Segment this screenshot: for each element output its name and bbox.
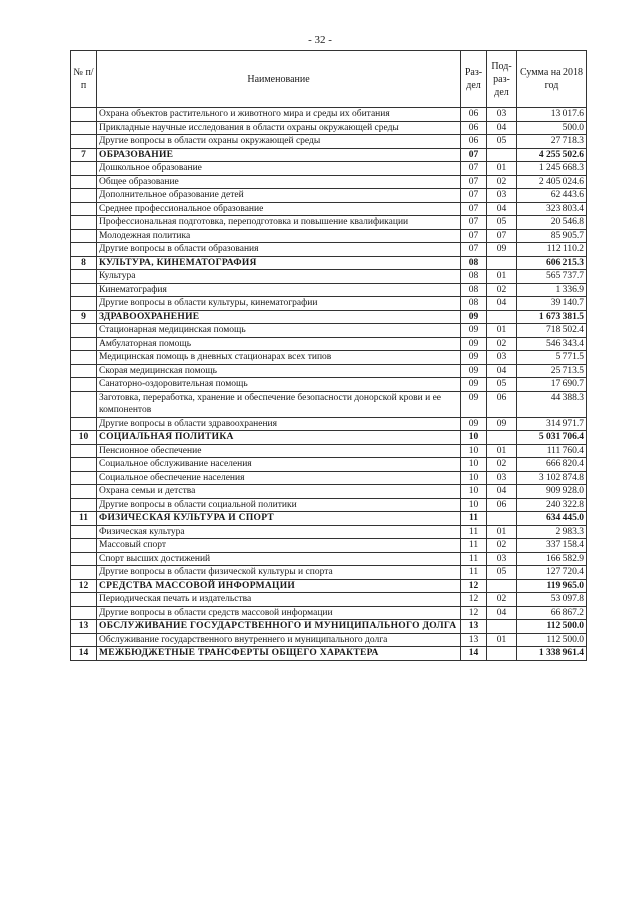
cell-num (71, 444, 97, 458)
cell-amount: 39 140.7 (517, 297, 587, 311)
cell-section: 10 (461, 471, 487, 485)
cell-section: 09 (461, 378, 487, 392)
cell-num (71, 324, 97, 338)
cell-num (71, 391, 97, 417)
cell-name: Периодическая печать и издательства (97, 593, 461, 607)
cell-amount: 546 343.4 (517, 337, 587, 351)
cell-num (71, 229, 97, 243)
cell-subsection: 02 (487, 337, 517, 351)
table-row (71, 633, 587, 647)
table-row (71, 283, 587, 297)
cell-subsection (487, 512, 517, 526)
cell-name: Другие вопросы в области культуры, кинематографии (97, 297, 461, 311)
cell-section: 09 (461, 391, 487, 417)
cell-section: 10 (461, 444, 487, 458)
cell-subsection (487, 647, 517, 661)
cell-num: 12 (71, 579, 97, 593)
cell-amount: 111 760.4 (517, 444, 587, 458)
table-row (71, 593, 587, 607)
cell-subsection: 04 (487, 606, 517, 620)
cell-amount: 112 110.2 (517, 243, 587, 257)
table-body (71, 108, 587, 661)
cell-subsection: 05 (487, 378, 517, 392)
cell-amount: 119 965.0 (517, 579, 587, 593)
cell-amount: 20 546.8 (517, 216, 587, 230)
table-header-row (71, 51, 587, 108)
table-row (71, 552, 587, 566)
cell-name: Другие вопросы в области образования (97, 243, 461, 257)
cell-subsection: 03 (487, 351, 517, 365)
cell-name: Другие вопросы в области социальной политики (97, 498, 461, 512)
cell-subsection (487, 148, 517, 162)
cell-subsection (487, 579, 517, 593)
cell-num (71, 351, 97, 365)
cell-section: 10 (461, 458, 487, 472)
cell-section: 06 (461, 135, 487, 149)
cell-name: Дошкольное образование (97, 162, 461, 176)
table-row (71, 378, 587, 392)
table-row (71, 391, 587, 417)
cell-num (71, 202, 97, 216)
cell-num: 14 (71, 647, 97, 661)
table-row (71, 566, 587, 580)
cell-section: 08 (461, 256, 487, 270)
cell-num (71, 121, 97, 135)
cell-subsection: 02 (487, 458, 517, 472)
cell-section: 11 (461, 539, 487, 553)
section-row (71, 647, 587, 661)
cell-num: 10 (71, 431, 97, 445)
table-row (71, 270, 587, 284)
cell-num (71, 485, 97, 499)
cell-amount: 127 720.4 (517, 566, 587, 580)
cell-num (71, 606, 97, 620)
cell-section: 09 (461, 324, 487, 338)
cell-subsection: 09 (487, 243, 517, 257)
cell-subsection (487, 620, 517, 634)
table-row (71, 108, 587, 122)
cell-amount: 240 322.8 (517, 498, 587, 512)
cell-subsection: 01 (487, 324, 517, 338)
table-row (71, 121, 587, 135)
cell-amount: 85 905.7 (517, 229, 587, 243)
cell-name: Массовый спорт (97, 539, 461, 553)
cell-num (71, 525, 97, 539)
cell-name: Медицинская помощь в дневных стационарах всех типов (97, 351, 461, 365)
cell-num (71, 498, 97, 512)
cell-section: 07 (461, 189, 487, 203)
cell-name: Молодежная политика (97, 229, 461, 243)
cell-num (71, 108, 97, 122)
page-number: - 32 - (308, 34, 332, 46)
header-name: Наименование (97, 51, 461, 108)
cell-subsection: 03 (487, 108, 517, 122)
cell-subsection: 05 (487, 216, 517, 230)
cell-section: 07 (461, 202, 487, 216)
cell-num: 11 (71, 512, 97, 526)
cell-name: Другие вопросы в области здравоохранения (97, 417, 461, 431)
cell-amount: 5 771.5 (517, 351, 587, 365)
cell-amount: 666 820.4 (517, 458, 587, 472)
section-row (71, 579, 587, 593)
cell-section: 08 (461, 297, 487, 311)
cell-subsection: 06 (487, 498, 517, 512)
cell-num (71, 216, 97, 230)
header-subsection: Под-раз-дел (487, 51, 517, 108)
cell-section: 07 (461, 243, 487, 257)
cell-subsection: 09 (487, 417, 517, 431)
cell-name: Охрана семьи и детства (97, 485, 461, 499)
cell-num (71, 364, 97, 378)
cell-amount: 634 445.0 (517, 512, 587, 526)
cell-section: 08 (461, 270, 487, 284)
cell-name: СРЕДСТВА МАССОВОЙ ИНФОРМАЦИИ (97, 579, 461, 593)
cell-subsection: 01 (487, 444, 517, 458)
cell-num (71, 593, 97, 607)
section-row (71, 256, 587, 270)
cell-section: 12 (461, 593, 487, 607)
cell-name: Среднее профессиональное образование (97, 202, 461, 216)
cell-section: 07 (461, 216, 487, 230)
table-row (71, 162, 587, 176)
cell-name: Прикладные научные исследования в области охраны окружающей среды (97, 121, 461, 135)
table-row (71, 189, 587, 203)
cell-subsection: 06 (487, 391, 517, 417)
cell-subsection: 03 (487, 552, 517, 566)
cell-subsection: 04 (487, 202, 517, 216)
section-row (71, 512, 587, 526)
cell-amount: 500.0 (517, 121, 587, 135)
cell-amount: 166 582.9 (517, 552, 587, 566)
cell-amount: 53 097.8 (517, 593, 587, 607)
cell-subsection: 01 (487, 270, 517, 284)
table-row (71, 297, 587, 311)
cell-section: 06 (461, 121, 487, 135)
cell-num: 8 (71, 256, 97, 270)
cell-subsection: 02 (487, 539, 517, 553)
cell-section: 12 (461, 579, 487, 593)
cell-section: 12 (461, 606, 487, 620)
cell-amount: 112 500.0 (517, 620, 587, 634)
cell-name: ЗДРАВООХРАНЕНИЕ (97, 310, 461, 324)
cell-name: Кинематография (97, 283, 461, 297)
table-row (71, 364, 587, 378)
cell-num (71, 552, 97, 566)
section-row (71, 310, 587, 324)
header-num: № п/п (71, 51, 97, 108)
cell-amount: 66 867.2 (517, 606, 587, 620)
cell-section: 13 (461, 633, 487, 647)
table-row (71, 417, 587, 431)
cell-num (71, 135, 97, 149)
cell-amount: 1 245 668.3 (517, 162, 587, 176)
cell-num: 9 (71, 310, 97, 324)
cell-name: Скорая медицинская помощь (97, 364, 461, 378)
cell-name: МЕЖБЮДЖЕТНЫЕ ТРАНСФЕРТЫ ОБЩЕГО ХАРАКТЕРА (97, 647, 461, 661)
cell-name: Общее образование (97, 175, 461, 189)
cell-num (71, 471, 97, 485)
cell-section: 11 (461, 512, 487, 526)
cell-section: 09 (461, 310, 487, 324)
cell-name: Социальное обслуживание населения (97, 458, 461, 472)
cell-name: Амбулаторная помощь (97, 337, 461, 351)
cell-amount: 314 971.7 (517, 417, 587, 431)
cell-amount: 3 102 874.8 (517, 471, 587, 485)
cell-section: 07 (461, 229, 487, 243)
cell-amount: 718 502.4 (517, 324, 587, 338)
cell-section: 07 (461, 175, 487, 189)
cell-name: Стационарная медицинская помощь (97, 324, 461, 338)
cell-num (71, 189, 97, 203)
cell-section: 09 (461, 364, 487, 378)
cell-amount: 44 388.3 (517, 391, 587, 417)
table-row (71, 229, 587, 243)
cell-subsection: 05 (487, 566, 517, 580)
table-row (71, 216, 587, 230)
cell-subsection (487, 310, 517, 324)
cell-amount: 62 443.6 (517, 189, 587, 203)
cell-name: Санаторно-оздоровительная помощь (97, 378, 461, 392)
table-row (71, 539, 587, 553)
cell-subsection (487, 431, 517, 445)
cell-section: 11 (461, 552, 487, 566)
cell-name: Культура (97, 270, 461, 284)
header-section: Раз-дел (461, 51, 487, 108)
cell-num (71, 283, 97, 297)
cell-amount: 1 336.9 (517, 283, 587, 297)
table-row (71, 458, 587, 472)
cell-section: 09 (461, 417, 487, 431)
cell-name: Физическая культура (97, 525, 461, 539)
cell-amount: 112 500.0 (517, 633, 587, 647)
cell-amount: 1 338 961.4 (517, 647, 587, 661)
cell-subsection: 02 (487, 283, 517, 297)
table-row (71, 485, 587, 499)
cell-subsection: 01 (487, 525, 517, 539)
cell-name: ОБСЛУЖИВАНИЕ ГОСУДАРСТВЕННОГО И МУНИЦИПАЛЬНОГО ДОЛГА (97, 620, 461, 634)
cell-section: 13 (461, 620, 487, 634)
table-row (71, 471, 587, 485)
cell-subsection: 01 (487, 633, 517, 647)
cell-amount: 909 928.0 (517, 485, 587, 499)
cell-amount: 4 255 502.6 (517, 148, 587, 162)
cell-section: 07 (461, 162, 487, 176)
header-amount: Сумма на 2018 год (517, 51, 587, 108)
cell-amount: 565 737.7 (517, 270, 587, 284)
cell-section: 10 (461, 498, 487, 512)
cell-subsection: 04 (487, 485, 517, 499)
cell-num (71, 297, 97, 311)
cell-amount: 1 673 381.5 (517, 310, 587, 324)
table-row (71, 444, 587, 458)
table-row (71, 498, 587, 512)
cell-section: 14 (461, 647, 487, 661)
cell-subsection: 02 (487, 593, 517, 607)
cell-name: Другие вопросы в области охраны окружающей среды (97, 135, 461, 149)
cell-name: СОЦИАЛЬНАЯ ПОЛИТИКА (97, 431, 461, 445)
cell-name: Дополнительное образование детей (97, 189, 461, 203)
cell-section: 09 (461, 337, 487, 351)
cell-amount: 13 017.6 (517, 108, 587, 122)
cell-num (71, 270, 97, 284)
cell-name: Спорт высших достижений (97, 552, 461, 566)
table-row (71, 351, 587, 365)
table-row (71, 135, 587, 149)
cell-subsection: 04 (487, 364, 517, 378)
cell-amount: 2 983.3 (517, 525, 587, 539)
cell-subsection: 03 (487, 189, 517, 203)
cell-num (71, 337, 97, 351)
cell-name: Пенсионное обеспечение (97, 444, 461, 458)
budget-table (70, 50, 587, 661)
table-row (71, 324, 587, 338)
table-row (71, 243, 587, 257)
cell-num (71, 458, 97, 472)
cell-amount: 2 405 024.6 (517, 175, 587, 189)
cell-name: Заготовка, переработка, хранение и обеспечение безопасности донорской крови и ее компонентов (97, 391, 461, 417)
cell-subsection: 01 (487, 162, 517, 176)
cell-amount: 17 690.7 (517, 378, 587, 392)
cell-section: 10 (461, 485, 487, 499)
cell-num (71, 243, 97, 257)
cell-section: 06 (461, 108, 487, 122)
cell-amount: 27 718.3 (517, 135, 587, 149)
section-row (71, 431, 587, 445)
cell-name: Обслуживание государственного внутреннего и муниципального долга (97, 633, 461, 647)
cell-num (71, 378, 97, 392)
cell-name: Другие вопросы в области физической культуры и спорта (97, 566, 461, 580)
cell-section: 11 (461, 566, 487, 580)
cell-subsection: 05 (487, 135, 517, 149)
cell-num (71, 162, 97, 176)
cell-section: 09 (461, 351, 487, 365)
cell-subsection: 04 (487, 121, 517, 135)
table-row (71, 202, 587, 216)
cell-amount: 337 158.4 (517, 539, 587, 553)
table-row (71, 606, 587, 620)
cell-subsection: 07 (487, 229, 517, 243)
cell-section: 11 (461, 525, 487, 539)
cell-subsection: 03 (487, 471, 517, 485)
cell-num: 13 (71, 620, 97, 634)
cell-subsection (487, 256, 517, 270)
cell-num (71, 566, 97, 580)
cell-num (71, 417, 97, 431)
cell-subsection: 02 (487, 175, 517, 189)
cell-name: Социальное обеспечение населения (97, 471, 461, 485)
table-row (71, 525, 587, 539)
cell-name: Охрана объектов растительного и животного мира и среды их обитания (97, 108, 461, 122)
cell-num (71, 175, 97, 189)
cell-section: 08 (461, 283, 487, 297)
cell-section: 07 (461, 148, 487, 162)
cell-name: Профессиональная подготовка, переподготовка и повышение квалификации (97, 216, 461, 230)
section-row (71, 148, 587, 162)
cell-subsection: 04 (487, 297, 517, 311)
cell-amount: 25 713.5 (517, 364, 587, 378)
cell-num (71, 633, 97, 647)
cell-name: ОБРАЗОВАНИЕ (97, 148, 461, 162)
cell-name: ФИЗИЧЕСКАЯ КУЛЬТУРА И СПОРТ (97, 512, 461, 526)
table-row (71, 337, 587, 351)
cell-amount: 606 215.3 (517, 256, 587, 270)
cell-amount: 323 803.4 (517, 202, 587, 216)
cell-num (71, 539, 97, 553)
cell-num: 7 (71, 148, 97, 162)
section-row (71, 620, 587, 634)
cell-section: 10 (461, 431, 487, 445)
table-row (71, 175, 587, 189)
cell-amount: 5 031 706.4 (517, 431, 587, 445)
cell-name: КУЛЬТУРА, КИНЕМАТОГРАФИЯ (97, 256, 461, 270)
cell-name: Другие вопросы в области средств массовой информации (97, 606, 461, 620)
